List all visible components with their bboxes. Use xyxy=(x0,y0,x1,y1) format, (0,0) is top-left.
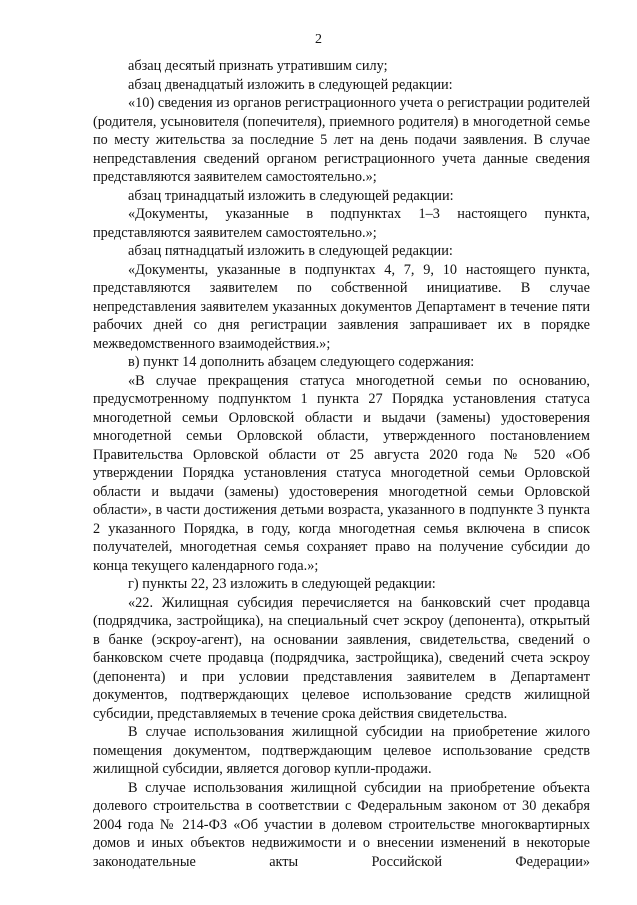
paragraph-6: абзац пятнадцатый изложить в следующей редакции: xyxy=(128,243,453,259)
paragraph-11: «22. Жилищная субсидия перечисляется на банковский счет продавца (подрядчика, застройщика), на специальный счет эскроу (депонента), открытый в банке (эскроу-агент), на основании заявления, свидетельства, сведений о банковском счете продавца (подрядчика, застройщика), сведений счета эскроу (депонента) и при условии представления заявителем в Департамент документов, подтверждающих целевое использование средств жилищной субсидии, представляемых в течение срока действия свидетельства. xyxy=(93,594,590,722)
paragraph-12: В случае использования жилищной субсидии на приобретение жилого помещения документом, подтверждающим целевое использование средств жилищной субсидии, является договор купли-продажи. xyxy=(93,724,590,777)
paragraph-5: «Документы, указанные в подпунктах 1–3 настоящего пункта, представляются заявителем самостоятельно.»; xyxy=(93,206,590,241)
paragraph-4: абзац тринадцатый изложить в следующей редакции: xyxy=(128,187,454,204)
document-body xyxy=(93,57,590,871)
paragraph-2: абзац двенадцатый изложить в следующей редакции: xyxy=(128,76,453,93)
paragraph-8: в) пункт 14 дополнить абзацем следующего содержания: xyxy=(128,354,475,370)
paragraph-7: «Документы, указанные в подпунктах 4, 7, 9, 10 настоящего пункта, представляются заявителем по собственной инициативе. В случае непредставления заявителем указанных документов Департамент в течение пяти рабочих дней со дня регистрации заявления запрашивает их в порядке межведомственного взаимодействия.»; xyxy=(93,261,590,352)
paragraph-9: «В случае прекращения статуса многодетной семьи по основанию, предусмотренному подпунктом 1 пункта 27 Порядка установления статуса многодетной семьи Орловской области и выдачи (замены) удостоверения многодетной семьи Орловской области, утвержденного постановлением Правительства Орловской области от 25 августа 2020 года № 520 «Об утверждении Порядка установления статуса многодетной семьи Орловской области и выдачи (замены) удостоверения многодетной семьи Орловской области», в части достижения детьми возраста, указанного в подпункте 3 пункта 2 указанного Порядка, в году, когда многодетная семья включена в список получателей, многодетная семья сохраняет право на получение субсидии до конца текущего календарного года.»; xyxy=(93,372,590,574)
paragraph-13: В случае использования жилищной субсидии на приобретение объекта долевого строительства в соответствии с Федеральным законом от 30 декабря 2004 года № 214-ФЗ «Об участии в долевом строительстве многоквартирных домов и иных объектов недвижимости и о внесении изменений в некоторые законодательные акты Российской Федерации» xyxy=(93,779,590,870)
page-number: 2 xyxy=(315,32,322,47)
paragraph-10: г) пункты 22, 23 изложить в следующей редакции: xyxy=(128,576,436,592)
paragraph-1: абзац десятый признать утратившим силу; xyxy=(128,58,388,74)
paragraph-3: «10) сведения из органов регистрационного учета о регистрации родителей (родителя, усыновителя (попечителя), приемного родителя) в многодетной семье по месту жительства за последние 5 лет на день подачи заявления. В случае непредставления сведений органом регистрационного учета данные сведения представляются заявителем самостоятельно.»; xyxy=(93,95,590,185)
